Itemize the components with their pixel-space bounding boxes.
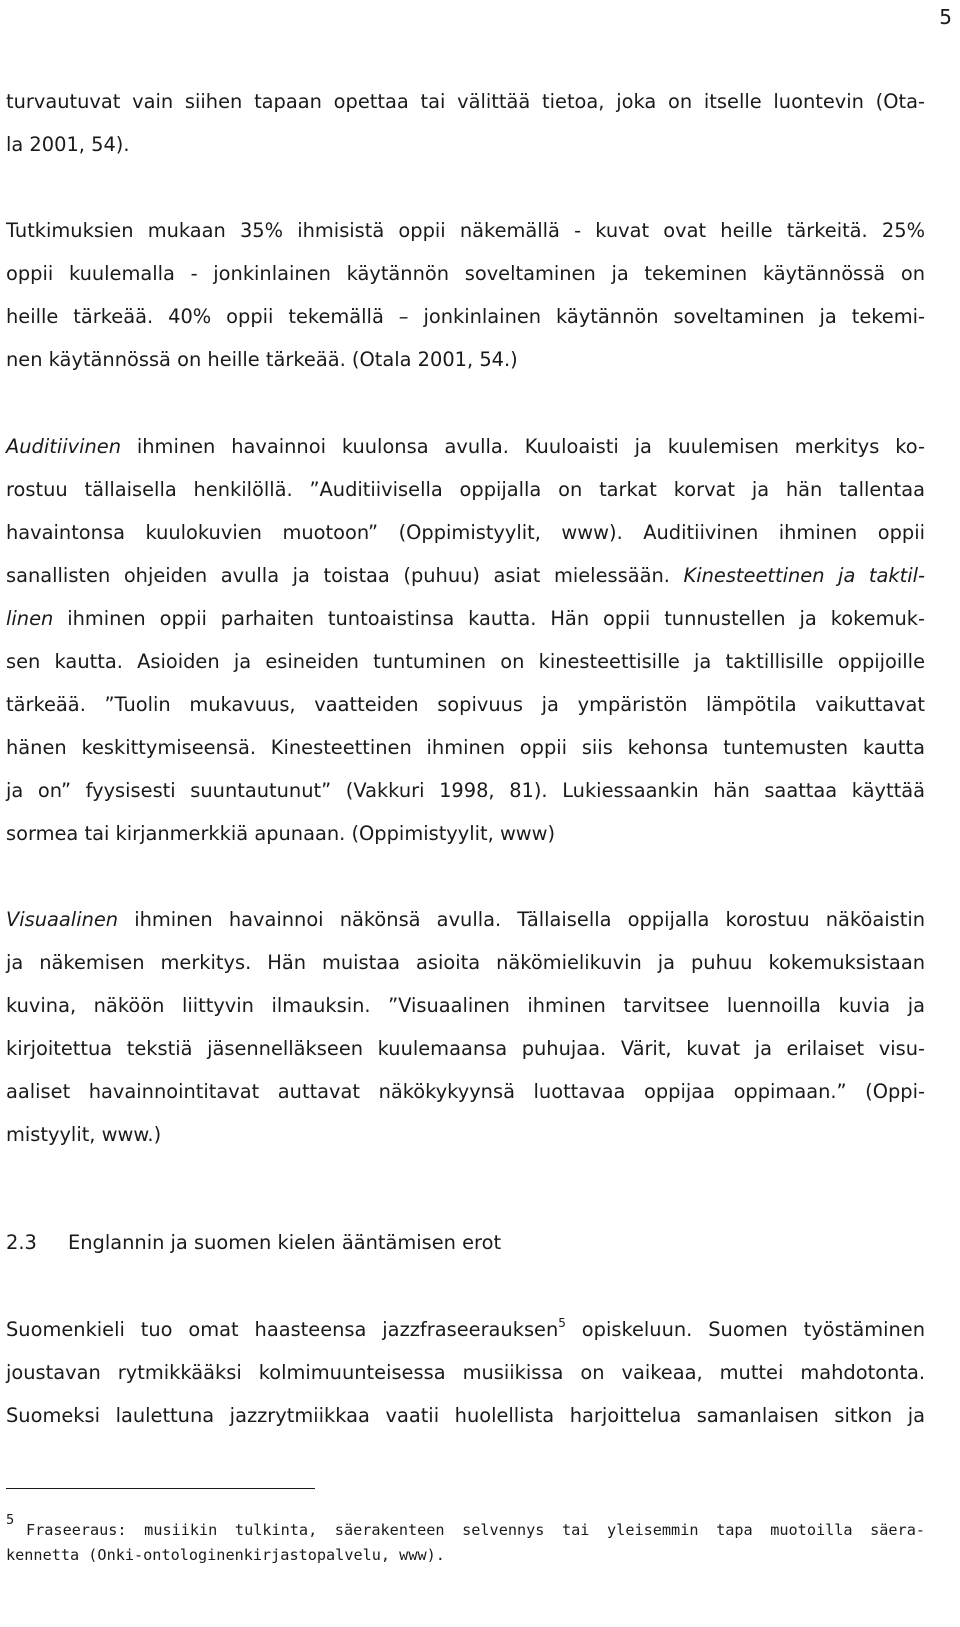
text-line: aaliset havainnointitavat auttavat näkökykyynsä luottavaa oppijaa oppimaan.” (Oppi- [6,1080,925,1103]
text-line: ja näkemisen merkitys. Hän muistaa asioita näkömielikuvin ja puhuu kokemuksistaan [6,951,925,974]
italic-term: Kinesteettinen ja taktil- [683,564,925,587]
text-line [6,433,925,461]
footnote-reference: 5 [558,1316,566,1330]
text-line: Suomeksi laulettuna jazzrytmiikkaa vaatii huolellista harjoittelua samanlaisen sitkon ja [6,1404,925,1427]
text-line [6,562,925,590]
text-line: mistyylit, www.) [6,1123,162,1146]
text-line: heille tärkeää. 40% oppii tekemällä – jonkinlainen käytännön soveltaminen ja tekemi- [6,305,925,328]
italic-term: Auditiivinen [6,435,121,458]
text-line: oppii kuulemalla - jonkinlainen käytännön soveltaminen ja tekeminen käytännössä on [6,262,925,285]
text-run: Suomenkieli tuo omat haasteensa jazzfraseerauksen [6,1318,559,1341]
text-line [6,605,925,633]
text-line: kirjoitettua tekstiä jäsennelläkseen kuulemaansa puhujaa. Värit, kuvat ja erilaiset visu- [6,1037,925,1060]
text-line: joustavan rytmikkääksi kolmimuunteisessa musiikissa on vaikeaa, muttei mahdotonta. [6,1361,925,1384]
section-number: 2.3 [6,1231,37,1254]
text-line: Tutkimuksien mukaan 35% ihmisistä oppii näkemällä - kuvat ovat heille tärkeitä. 25% [6,219,925,242]
page-number: 5 [939,5,952,29]
italic-term: Visuaalinen [6,908,119,931]
text-line [6,1316,925,1344]
text-line: rostuu tällaisella henkilöllä. ”Auditiivisella oppijalla on tarkat korvat ja hän tallentaa [6,478,925,501]
text-line: sormea tai kirjanmerkkiä apunaan. (Oppimistyylit, www) [6,822,556,845]
text-run: ihminen havainnoi näkönsä avulla. Tällaisella oppijalla korostuu näköaistin [118,908,925,931]
text-run: opiskeluun. Suomen työstäminen [565,1318,925,1341]
footnote-divider [6,1488,315,1489]
text-line: kuvina, näköön liittyvin ilmauksin. ”Visuaalinen ihminen tarvitsee luennoilla kuvia ja [6,994,925,1017]
text-line: tärkeää. ”Tuolin mukavuus, vaatteiden sopivuus ja ympäristön lämpötila vaikuttavat [6,693,925,716]
text-line: turvautuvat vain siihen tapaan opettaa tai välittää tietoa, joka on itselle luontevin (Ota- [6,90,925,113]
text-line: la 2001, 54). [6,133,130,156]
text-line: havaintonsa kuulokuvien muotoon” (Oppimistyylit, www). Auditiivinen ihminen oppii [6,521,925,544]
text-line: nen käytännössä on heille tärkeää. (Otala 2001, 54.) [6,348,518,371]
text-run: sanallisten ohjeiden avulla ja toistaa (puhuu) asiat mielessään. [6,564,670,587]
text-run: ihminen havainnoi kuulonsa avulla. Kuuloaisti ja kuulemisen merkitys ko- [121,435,925,458]
italic-term: linen [6,607,54,630]
text-line: hänen keskittymiseensä. Kinesteettinen ihminen oppii siis kehonsa tuntemusten kautta [6,736,925,759]
section-title: Englannin ja suomen kielen ääntämisen erot [68,1231,502,1254]
text-line [6,906,925,934]
footnote-text-line: kennetta (Onki-ontologinenkirjastopalvelu, www). [6,1546,445,1564]
footnote-text-line: Fraseeraus: musiikin tulkinta, säerakenteen selvennys tai yleisemmin tapa muotoilla säera- [26,1521,925,1539]
text-line: ja on” fyysisesti suuntautunut” (Vakkuri 1998, 81). Lukiessaankin hän saattaa käyttää [6,779,925,802]
text-run: ihminen oppii parhaiten tuntoaistinsa kautta. Hän oppii tunnustellen ja kokemuk- [53,607,925,630]
text-line: sen kautta. Asioiden ja esineiden tuntuminen on kinesteettisille ja taktillisille oppijoille [6,650,925,673]
footnote-marker: 5 [6,1513,15,1528]
